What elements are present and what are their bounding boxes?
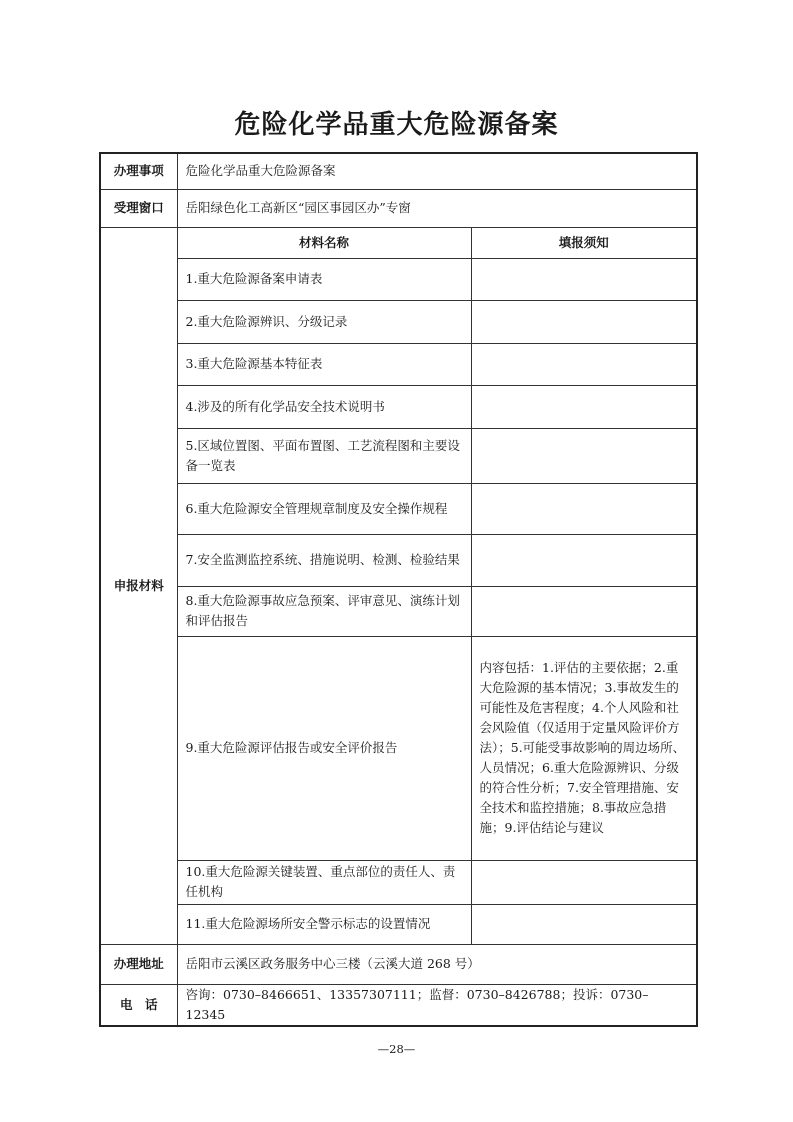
address-value: 岳阳市云溪区政务服务中心三楼（云溪大道 268 号） [177, 944, 697, 984]
material-name: 9.重大危险源评估报告或安全评价报告 [177, 636, 471, 860]
material-note [471, 428, 697, 483]
material-row [100, 300, 697, 343]
material-note [471, 586, 697, 636]
material-row [100, 534, 697, 586]
phone-value: 咨询：0730–8466651、13357307111；监督：0730–8426788；投诉：0730–12345 [177, 984, 697, 1026]
item-label: 办理事项 [100, 153, 177, 189]
item-value: 危险化学品重大危险源备案 [177, 153, 697, 189]
material-name: 4.涉及的所有化学品安全技术说明书 [177, 385, 471, 428]
col-header-note: 填报须知 [471, 227, 697, 258]
row-phone [100, 984, 697, 1026]
filing-form-table [99, 152, 698, 1027]
material-note: 内容包括：1.评估的主要依据；2.重大危险源的基本情况；3.事故发生的可能性及危害程度；4.个人风险和社会风险值（仅适用于定量风险评价方法）；5.可能受事故影响的周边场所、人员情况；6.重大危险源辨识、分级的符合性分析；7.安全管理措施、安全技术和监控措施；8.事故应急措施；9.评估结论与建议 [471, 636, 697, 860]
phone-label: 电 话 [100, 984, 177, 1026]
material-name: 3.重大危险源基本特征表 [177, 343, 471, 385]
col-header-name: 材料名称 [177, 227, 471, 258]
window-label: 受理窗口 [100, 189, 177, 227]
material-name: 6.重大危险源安全管理规章制度及安全操作规程 [177, 483, 471, 534]
material-name: 1.重大危险源备案申请表 [177, 258, 471, 300]
material-row [100, 586, 697, 636]
material-note [471, 483, 697, 534]
material-note [471, 258, 697, 300]
material-row [100, 904, 697, 944]
material-row [100, 343, 697, 385]
materials-header-row [100, 227, 697, 258]
row-address [100, 944, 697, 984]
materials-label: 申报材料 [100, 227, 177, 944]
material-row [100, 483, 697, 534]
material-row [100, 258, 697, 300]
material-name: 7.安全监测监控系统、措施说明、检测、检验结果 [177, 534, 471, 586]
material-note [471, 300, 697, 343]
material-row [100, 428, 697, 483]
material-note [471, 534, 697, 586]
material-name: 11.重大危险源场所安全警示标志的设置情况 [177, 904, 471, 944]
address-label: 办理地址 [100, 944, 177, 984]
material-row [100, 385, 697, 428]
material-row [100, 860, 697, 904]
material-note [471, 385, 697, 428]
page-number: —28— [377, 1042, 416, 1056]
material-name: 10.重大危险源关键装置、重点部位的责任人、责任机构 [177, 860, 471, 904]
material-row [100, 636, 697, 860]
row-window [100, 189, 697, 227]
material-note [471, 343, 697, 385]
material-name: 2.重大危险源辨识、分级记录 [177, 300, 471, 343]
window-value: 岳阳绿色化工高新区“园区事园区办”专窗 [177, 189, 697, 227]
material-note [471, 904, 697, 944]
row-item [100, 153, 697, 189]
material-note [471, 860, 697, 904]
page-title: 危险化学品重大危险源备案 [234, 110, 559, 140]
material-name: 5.区域位置图、平面布置图、工艺流程图和主要设备一览表 [177, 428, 471, 483]
material-name: 8.重大危险源事故应急预案、评审意见、演练计划和评估报告 [177, 586, 471, 636]
